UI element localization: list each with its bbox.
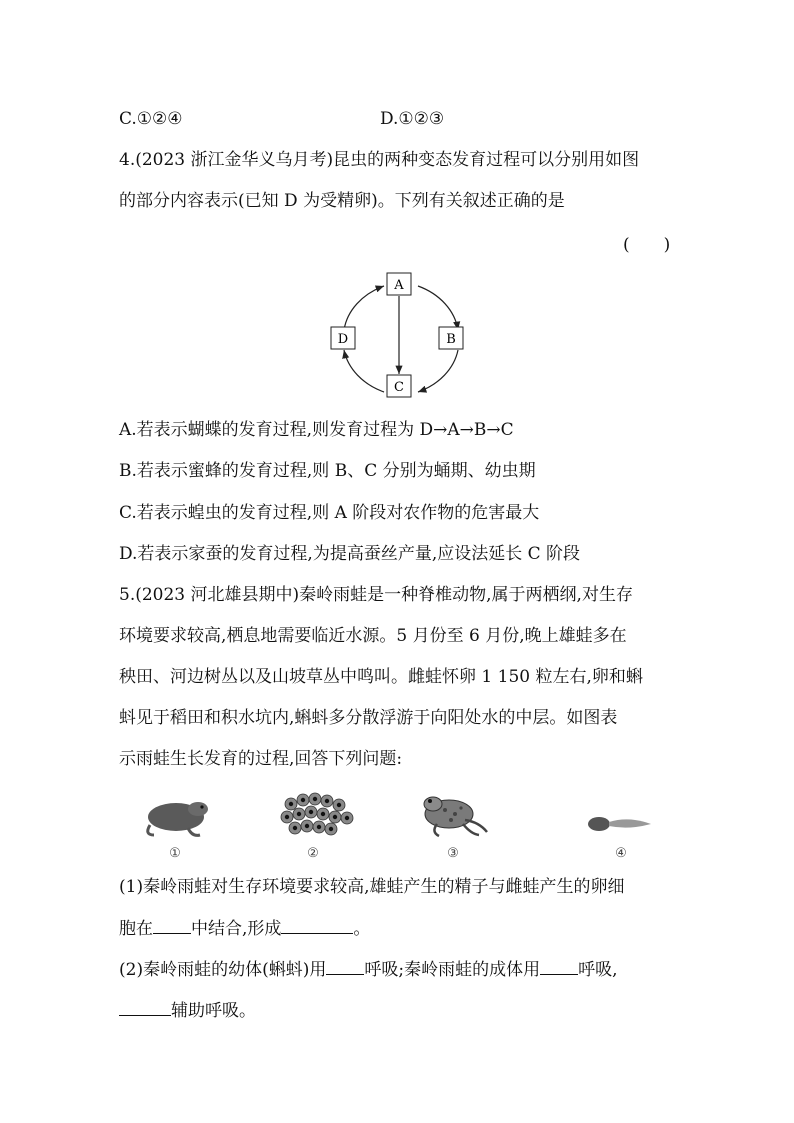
insect-cycle-diagram	[300, 262, 500, 412]
tadpole-illustration	[585, 812, 655, 836]
q5-sub2-text-d: 辅助呼吸。	[171, 1001, 256, 1021]
q5-sub1-line1: (1)秦岭雨蛙对生存环境要求较高,雄蛙产生的精子与雌蛙产生的卵细	[119, 877, 625, 897]
arrow-c-to-d	[344, 350, 384, 392]
q5-stem-line4: 蚪见于稻田和积水坑内,蝌蚪多分散浮游于向阳处水的中层。如图表	[119, 708, 618, 728]
stage-label-3: ③	[447, 846, 459, 861]
q5-sub1-line2	[119, 917, 370, 940]
q5-sub2-line2	[119, 999, 256, 1022]
svg-text:C: C	[394, 380, 404, 395]
q5-sub2-line1	[119, 958, 618, 981]
arrow-b-to-c	[418, 350, 458, 392]
answer-blank-4[interactable]	[540, 958, 578, 975]
q5-sub1-text-c: 。	[353, 919, 371, 939]
froglet-illustration	[140, 795, 210, 840]
prev-option-d: D.①②③	[380, 109, 445, 129]
frog-eggs-illustration	[277, 790, 357, 840]
answer-blank-2[interactable]	[281, 917, 353, 934]
q5-stem-line1: 5.(2023 河北雄县期中)秦岭雨蛙是一种脊椎动物,属于两栖纲,对生存	[119, 585, 633, 605]
prev-option-c: C.①②④	[119, 109, 183, 129]
stage-box-c	[387, 375, 411, 397]
q4-option-c: C.若表示蝗虫的发育过程,则 A 阶段对农作物的危害最大	[119, 503, 540, 523]
q4-option-b: B.若表示蜜蜂的发育过程,则 B、C 分别为蛹期、幼虫期	[119, 461, 536, 481]
stage-label-1: ①	[169, 846, 181, 861]
q5-sub1-text-a: 胞在	[119, 919, 153, 939]
answer-blank-1[interactable]	[153, 917, 191, 934]
stage-box-a	[387, 273, 411, 295]
q5-stem-line2: 环境要求较高,栖息地需要临近水源。5 月份至 6 月份,晚上雄蛙多在	[119, 626, 627, 646]
q5-stem-line3: 秧田、河边树丛以及山坡草丛中鸣叫。雌蛙怀卵 1 150 粒左右,卵和蝌	[119, 667, 643, 687]
arrow-d-to-a	[344, 286, 384, 330]
q4-stem-line2: 的部分内容表示(已知 D 为受精卵)。下列有关叙述正确的是	[119, 191, 565, 211]
answer-blank-3[interactable]	[326, 958, 364, 975]
svg-text:B: B	[446, 332, 456, 347]
q5-stem-line5: 示雨蛙生长发育的过程,回答下列问题:	[119, 749, 403, 769]
q4-option-a: A.若表示蝴蝶的发育过程,则发育过程为 D→A→B→C	[119, 420, 514, 440]
q5-sub2-text-c: 呼吸,	[578, 960, 618, 980]
svg-text:A: A	[394, 278, 404, 293]
q4-option-d: D.若表示家蚕的发育过程,为提高蚕丝产量,应设法延长 C 阶段	[119, 544, 581, 564]
q4-stem-line1: 4.(2023 浙江金华义乌月考)昆虫的两种变态发育过程可以分别用如图	[119, 150, 640, 170]
answer-blank-5[interactable]	[119, 999, 171, 1016]
arrow-a-to-b	[418, 286, 458, 330]
stage-box-d	[331, 327, 355, 349]
svg-text:D: D	[337, 332, 349, 347]
adult-frog-illustration	[413, 790, 493, 840]
q4-answer-bracket: ( )	[623, 235, 671, 255]
stage-box-b	[439, 327, 463, 349]
q5-sub1-text-b: 中结合,形成	[191, 919, 282, 939]
stage-label-2: ②	[307, 846, 319, 861]
stage-label-4: ④	[615, 846, 627, 861]
q5-sub2-text-a: (2)秦岭雨蛙的幼体(蝌蚪)用	[119, 960, 327, 980]
q5-sub2-text-b: 呼吸;秦岭雨蛙的成体用	[364, 960, 541, 980]
